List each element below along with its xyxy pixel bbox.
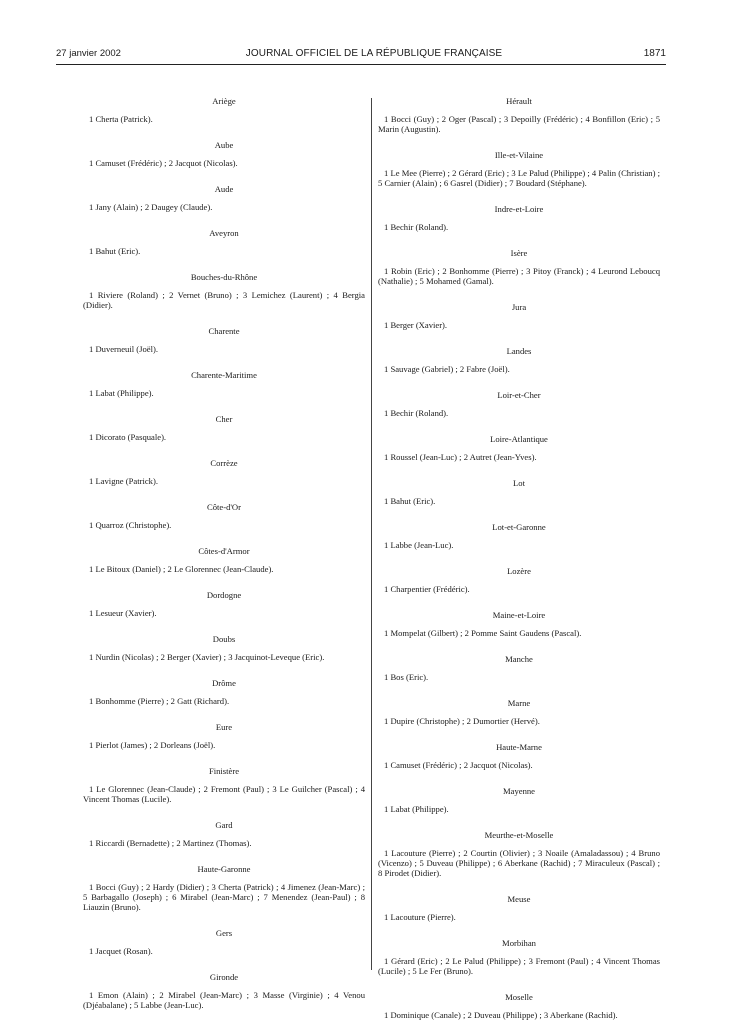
department-section	[83, 722, 365, 750]
ranking-entry: 1 Lacouture (Pierre) ; 2 Courtin (Olivier) ; 3 Noaile (Amaladassou) ; 4 Bruno (Vicenzo) ; 5 Duveau (Philippe) ; 6 Aberkane (Rachid) ; 7 Miraculeux (Pascal) ; 8 Pirodet (Didier).	[378, 848, 660, 878]
ranking-entry: 1 Labat (Philippe).	[89, 388, 154, 398]
page-number: 1871	[643, 48, 666, 59]
ranking-entry: 1 Lavigne (Patrick).	[89, 476, 158, 486]
ranking-entry: 1 Roussel (Jean-Luc) ; 2 Autret (Jean-Yves).	[384, 452, 537, 462]
department-heading: Dordogne	[206, 590, 242, 600]
ranking-entry: 1 Quarroz (Christophe).	[89, 520, 172, 530]
department-heading: Landes	[506, 346, 532, 356]
department-section	[83, 272, 365, 310]
journal-title: JOURNAL OFFICIEL DE LA RÉPUBLIQUE FRANÇAISE	[245, 48, 503, 59]
left-column	[83, 96, 365, 1026]
department-section	[378, 992, 660, 1020]
department-heading: Drôme	[212, 678, 236, 688]
department-heading: Aube	[214, 140, 234, 150]
department-section	[83, 458, 365, 486]
department-section	[83, 370, 365, 398]
department-section	[83, 678, 365, 706]
department-section	[83, 864, 365, 912]
department-section	[83, 502, 365, 530]
department-heading: Eure	[215, 722, 233, 732]
department-section	[378, 302, 660, 330]
ranking-entry: 1 Bocci (Guy) ; 2 Hardy (Didier) ; 3 Cherta (Patrick) ; 4 Jimenez (Jean-Marc) ; 5 Barbagallo (Joseph) ; 6 Mirabel (Jean-Marc) ; 7 Menendez (Jean-Paul) ; 8 Liauzin (Bruno).	[83, 882, 365, 912]
ranking-entry: 1 Le Mee (Pierre) ; 2 Gérard (Eric) ; 3 Le Palud (Philippe) ; 4 Palin (Christian) ; 5 Carnier (Alain) ; 6 Gasrel (Didier) ; 7 Boudard (Stéphane).	[378, 168, 660, 188]
department-heading: Finistère	[208, 766, 240, 776]
ranking-entry: 1 Nurdin (Nicolas) ; 2 Berger (Xavier) ; 3 Jacquinot-Leveque (Eric).	[89, 652, 325, 662]
ranking-entry: 1 Dupire (Christophe) ; 2 Dumortier (Hervé).	[384, 716, 540, 726]
department-heading: Indre-et-Loire	[494, 204, 544, 214]
department-section	[83, 766, 365, 804]
department-heading: Charente-Maritime	[191, 370, 257, 380]
department-section	[378, 894, 660, 922]
department-section	[378, 96, 660, 134]
department-heading: Charente	[208, 326, 240, 336]
ranking-entry: 1 Bechir (Roland).	[384, 222, 449, 232]
department-heading: Gironde	[209, 972, 239, 982]
ranking-entry: 1 Bonhomme (Pierre) ; 2 Gatt (Richard).	[89, 696, 230, 706]
department-section	[83, 228, 365, 256]
department-heading: Mayenne	[503, 786, 535, 796]
department-heading: Isère	[510, 248, 528, 258]
ranking-entry: 1 Le Glorennec (Jean-Claude) ; 2 Fremont (Paul) ; 3 Le Guilcher (Pascal) ; 4 Vincent Thomas (Lucile).	[83, 784, 365, 804]
department-section	[378, 248, 660, 286]
ranking-entry: 1 Gérard (Eric) ; 2 Le Palud (Philippe) ; 3 Fremont (Paul) ; 4 Vincent Thomas (Lucile) ; 5 Le Fer (Bruno).	[378, 956, 660, 976]
ranking-entry: 1 Bahut (Eric).	[384, 496, 436, 506]
department-section	[83, 820, 365, 848]
department-section	[378, 654, 660, 682]
department-section	[378, 346, 660, 374]
department-section	[83, 140, 365, 168]
department-section	[378, 742, 660, 770]
department-heading: Haute-Marne	[496, 742, 542, 752]
department-section	[378, 390, 660, 418]
department-section	[378, 786, 660, 814]
department-section	[83, 634, 365, 662]
department-heading: Ille-et-Vilaine	[494, 150, 544, 160]
department-section	[378, 204, 660, 232]
department-section	[378, 938, 660, 976]
ranking-entry: 1 Pierlot (James) ; 2 Dorleans (Joël).	[89, 740, 216, 750]
ranking-entry: 1 Robin (Eric) ; 2 Bonhomme (Pierre) ; 3 Pitoy (Franck) ; 4 Leurond Leboucq (Nathalie) ; 5 Mohamed (Gamal).	[378, 266, 660, 286]
ranking-entry: 1 Berger (Xavier).	[384, 320, 448, 330]
department-heading: Jura	[511, 302, 527, 312]
department-section	[83, 184, 365, 212]
department-section	[83, 414, 365, 442]
ranking-entry: 1 Duverneuil (Joël).	[89, 344, 158, 354]
ranking-entry: 1 Bahut (Eric).	[89, 246, 141, 256]
department-heading: Aveyron	[209, 228, 239, 238]
department-heading: Lozère	[507, 566, 531, 576]
ranking-entry: 1 Le Bitoux (Daniel) ; 2 Le Glorennec (Jean-Claude).	[89, 564, 274, 574]
department-heading: Meurthe-et-Moselle	[484, 830, 554, 840]
department-heading: Maine-et-Loire	[492, 610, 546, 620]
ranking-entry: 1 Jany (Alain) ; 2 Daugey (Claude).	[89, 202, 213, 212]
ranking-entry: 1 Lesueur (Xavier).	[89, 608, 157, 618]
department-heading: Aude	[214, 184, 234, 194]
department-section	[378, 830, 660, 878]
ranking-entry: 1 Mompelat (Gilbert) ; 2 Pomme Saint Gaudens (Pascal).	[384, 628, 582, 638]
department-heading: Corrèze	[210, 458, 238, 468]
department-section	[378, 478, 660, 506]
department-section	[83, 972, 365, 1010]
department-heading: Hérault	[506, 96, 532, 106]
department-heading: Marne	[507, 698, 531, 708]
department-heading: Cher	[215, 414, 233, 424]
department-heading: Lot	[513, 478, 525, 488]
department-section	[83, 96, 365, 124]
ranking-entry: 1 Lacouture (Pierre).	[384, 912, 456, 922]
ranking-entry: 1 Sauvage (Gabriel) ; 2 Fabre (Joël).	[384, 364, 510, 374]
ranking-entry: 1 Camuset (Frédéric) ; 2 Jacquot (Nicolas).	[89, 158, 238, 168]
department-section	[83, 326, 365, 354]
ranking-entry: 1 Jacquet (Rosan).	[89, 946, 153, 956]
department-section	[378, 522, 660, 550]
ranking-entry: 1 Emon (Alain) ; 2 Mirabel (Jean-Marc) ; 3 Masse (Virginie) ; 4 Venou (Djéabalane) ; 5 Labbe (Jean-Luc).	[83, 990, 365, 1010]
department-heading: Moselle	[505, 992, 533, 1002]
department-heading: Loire-Atlantique	[490, 434, 548, 444]
ranking-entry: 1 Labbe (Jean-Luc).	[384, 540, 454, 550]
department-heading: Morbihan	[502, 938, 536, 948]
department-heading: Lot-et-Garonne	[492, 522, 546, 532]
ranking-entry: 1 Dominique (Canale) ; 2 Duveau (Philippe) ; 3 Aberkane (Rachid).	[384, 1010, 618, 1020]
department-heading: Bouches-du-Rhône	[190, 272, 258, 282]
department-heading: Ariège	[212, 96, 236, 106]
header-rule	[56, 64, 666, 65]
ranking-entry: 1 Bocci (Guy) ; 2 Oger (Pascal) ; 3 Depoilly (Frédéric) ; 4 Bonfillon (Eric) ; 5 Marin (Augustin).	[378, 114, 660, 134]
department-heading: Gard	[215, 820, 233, 830]
right-column	[378, 96, 660, 1036]
department-section	[378, 566, 660, 594]
department-heading: Meuse	[507, 894, 531, 904]
department-heading: Côtes-d'Armor	[198, 546, 250, 556]
ranking-entry: 1 Labat (Philippe).	[384, 804, 449, 814]
department-section	[378, 610, 660, 638]
department-heading: Manche	[505, 654, 533, 664]
department-heading: Loir-et-Cher	[497, 390, 541, 400]
department-section	[378, 150, 660, 188]
department-section	[83, 928, 365, 956]
department-heading: Doubs	[212, 634, 236, 644]
ranking-entry: 1 Dicorato (Pasquale).	[89, 432, 167, 442]
header-date: 27 janvier 2002	[56, 48, 121, 59]
ranking-entry: 1 Bechir (Roland).	[384, 408, 449, 418]
ranking-entry: 1 Cherta (Patrick).	[89, 114, 153, 124]
department-heading: Côte-d'Or	[206, 502, 241, 512]
column-divider	[371, 98, 372, 970]
ranking-entry: 1 Bos (Eric).	[384, 672, 429, 682]
department-section	[378, 434, 660, 462]
department-section	[83, 590, 365, 618]
ranking-entry: 1 Camuset (Frédéric) ; 2 Jacquot (Nicolas).	[384, 760, 533, 770]
department-heading: Haute-Garonne	[197, 864, 251, 874]
ranking-entry: 1 Riviere (Roland) ; 2 Vernet (Bruno) ; 3 Lemichez (Laurent) ; 4 Bergia (Didier).	[83, 290, 365, 310]
department-section	[378, 698, 660, 726]
department-section	[83, 546, 365, 574]
ranking-entry: 1 Charpentier (Frédéric).	[384, 584, 470, 594]
department-heading: Gers	[215, 928, 233, 938]
ranking-entry: 1 Riccardi (Bernadette) ; 2 Martinez (Thomas).	[89, 838, 252, 848]
